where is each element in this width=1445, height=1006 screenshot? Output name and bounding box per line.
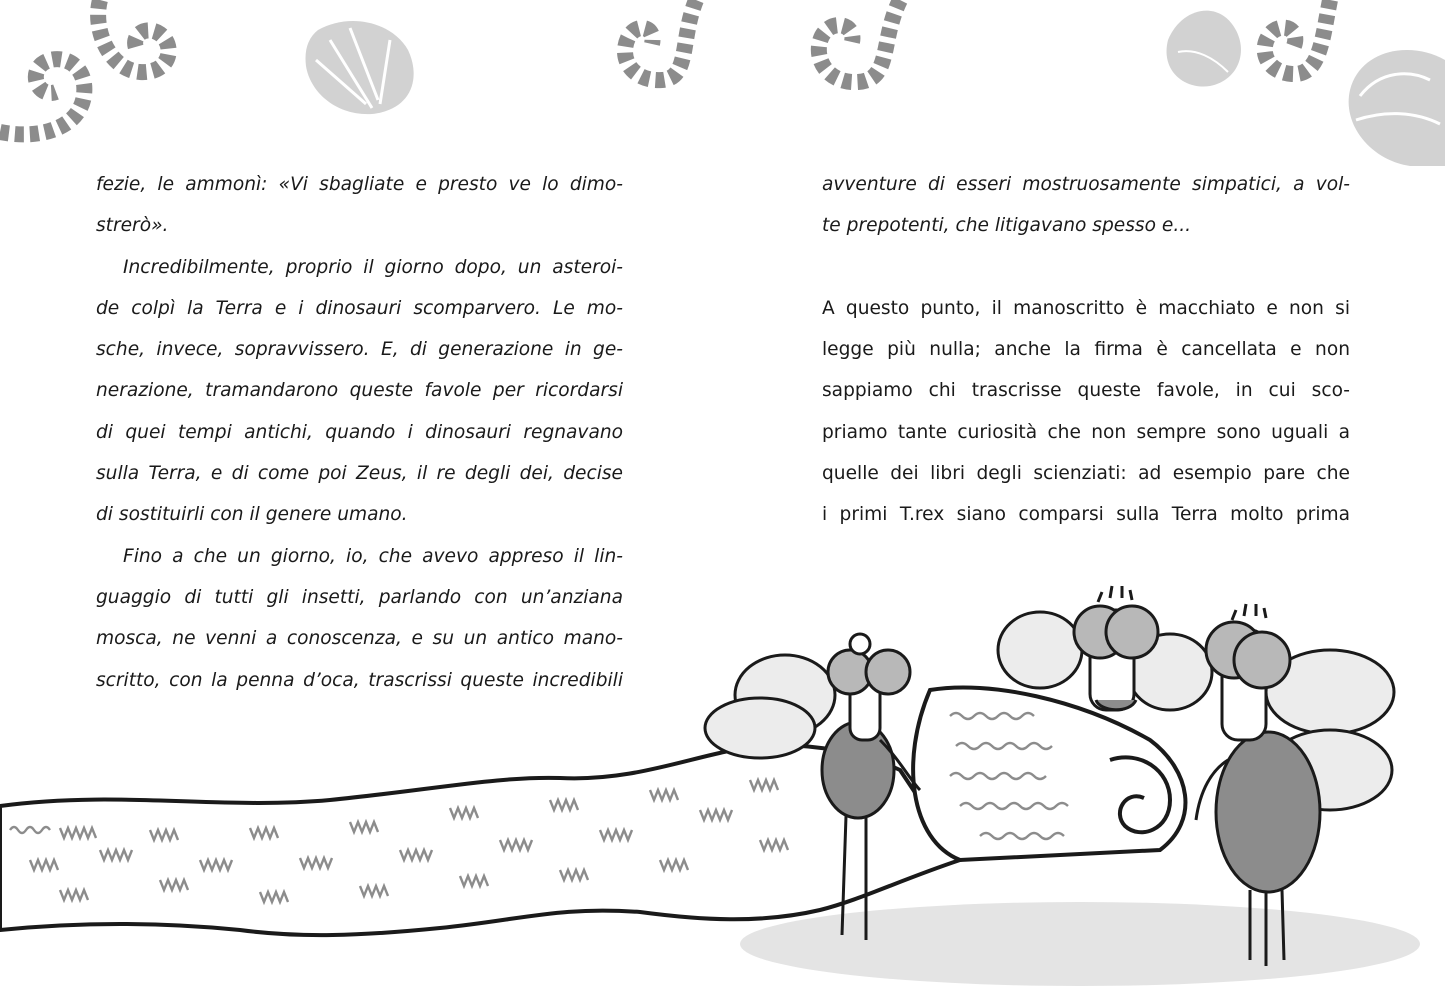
text-line: sulla Terra, e di come poi Zeus, il re degli dei, decise bbox=[96, 463, 623, 485]
text-line: te prepotenti, che litigavano spesso e... bbox=[822, 215, 1192, 237]
right-page-text bbox=[822, 164, 1350, 536]
text-line: di quei tempi antichi, quando i dinosauri regnavano bbox=[96, 421, 623, 443]
text-line: di sostituirli con il genere umano. bbox=[96, 504, 408, 526]
text-line: i primi T.rex siano comparsi sulla Terra molto prima bbox=[822, 504, 1350, 526]
text-line: strerò». bbox=[96, 215, 169, 237]
scroll-roll-icon bbox=[913, 687, 1185, 860]
text-line: sche, invece, sopravvissero. E, di generazione in ge- bbox=[96, 339, 623, 361]
text-line: de colpì la Terra e i dinosauri scomparvero. Le mo- bbox=[96, 297, 623, 319]
paragraph-gap bbox=[822, 247, 1350, 288]
monstera-leaf-icon bbox=[1167, 11, 1241, 87]
text-line: mosca, ne venni a conoscenza, e su un antico mano- bbox=[96, 628, 623, 650]
spiral-vine-icon bbox=[1265, 0, 1330, 74]
scroll-icon bbox=[0, 745, 960, 935]
text-line: priamo tante curiosità che non sempre sono uguali a bbox=[822, 421, 1350, 443]
text-line: fezie, le ammonì: «Vi sbagliate e presto ve lo dimo- bbox=[96, 174, 623, 195]
spiral-vine-icon bbox=[625, 0, 696, 80]
text-line: sappiamo chi trascrisse queste favole, in cui sco- bbox=[822, 380, 1350, 402]
spiral-vine-icon bbox=[98, 0, 169, 72]
text-line: nerazione, tramandarono queste favole per ricordarsi bbox=[96, 380, 623, 402]
fly-icon bbox=[998, 586, 1212, 710]
spiral-vine-icon bbox=[819, 0, 900, 82]
spiral-vine-icon bbox=[0, 59, 84, 134]
monstera-leaf-icon bbox=[306, 21, 414, 114]
text-line: A questo punto, il manoscritto è macchiato e non si bbox=[822, 297, 1350, 319]
text-line: quelle dei libri degli scienziati: ad esempio pare che bbox=[822, 463, 1350, 485]
text-line: guaggio di tutti gli insetti, parlando con un’anziana bbox=[96, 586, 623, 608]
text-line: Incredibilmente, proprio il giorno dopo, un asteroi- bbox=[123, 256, 623, 278]
text-line: legge più nulla; anche la firma è cancellata e non bbox=[822, 339, 1350, 361]
left-page-text bbox=[96, 164, 623, 701]
text-line: Fino a che un giorno, io, che avevo appreso il lin- bbox=[123, 545, 623, 567]
text-line: avventure di esseri mostruosamente simpatici, a vol- bbox=[822, 174, 1350, 195]
text-line: scritto, con la penna d’oca, trascrissi queste incredibili bbox=[96, 669, 623, 691]
monstera-leaf-icon bbox=[1349, 50, 1445, 166]
